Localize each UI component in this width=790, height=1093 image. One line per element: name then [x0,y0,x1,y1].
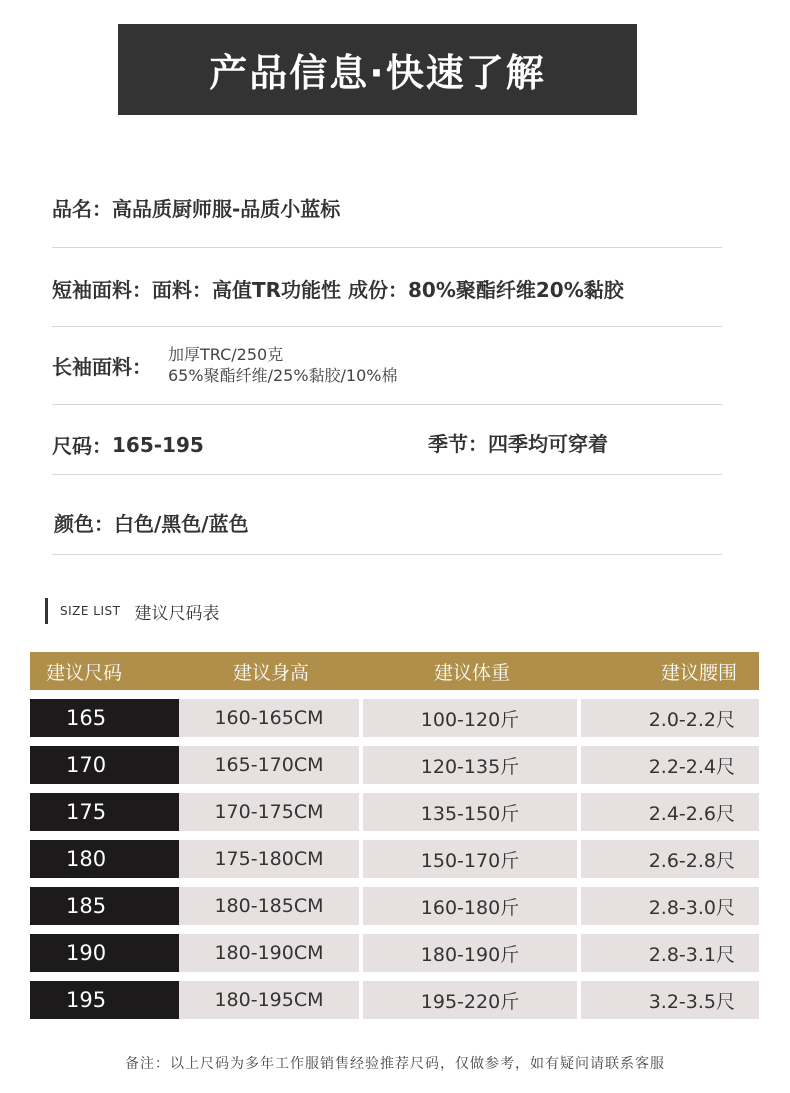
table-row [30,934,759,972]
product-name-value: 高品质厨师服-品质小蓝标 [112,197,341,221]
divider [52,404,722,405]
height-cell: 170-175CM [179,793,359,831]
height-cell: 175-180CM [179,840,359,878]
color-label: 颜色： [54,512,114,536]
size-cell: 185 [30,887,179,925]
height-cell: 180-195CM [179,981,359,1019]
long-sleeve-line1: 加厚TRC/250克 [168,345,284,364]
size-value: 165-195 [112,432,204,457]
weight-cell: 135-150斤 [363,793,577,831]
waist-cell: 2.2-2.4尺 [581,746,759,784]
short-sleeve-row [52,274,722,303]
waist-cell: 2.8-3.1尺 [581,934,759,972]
table-row [30,887,759,925]
header-waist: 建议腰围 [660,661,737,684]
size-table [30,652,759,1019]
waist-cell: 2.6-2.8尺 [581,840,759,878]
table-row [30,746,759,784]
season-label: 季节： [428,432,488,456]
long-sleeve-line2: 65%聚酯纤维/25%黏胶/10%棉 [168,366,398,385]
size-cell: 165 [30,699,179,737]
season-row [428,428,728,457]
size-list-en: SIZE LIST [60,604,121,618]
divider [52,474,722,475]
table-row [30,840,759,878]
color-value: 白色/黑色/蓝色 [114,512,249,536]
product-name-label: 品名： [52,197,112,221]
weight-cell: 180-190斤 [363,934,577,972]
table-row [30,699,759,737]
size-list-heading [45,598,219,624]
table-row [30,981,759,1019]
divider [52,326,722,327]
weight-cell: 120-135斤 [363,746,577,784]
height-cell: 160-165CM [179,699,359,737]
footnote: 备注：以上尺码为多年工作服销售经验推荐尺码，仅做参考，如有疑问请联系客服 [125,1056,665,1072]
size-cell: 170 [30,746,179,784]
header-height: 建议身高 [232,661,309,684]
product-name-row [52,193,722,222]
size-cell: 190 [30,934,179,972]
color-row [54,508,724,537]
size-list-zh: 建议尺码表 [134,603,220,624]
page-title: 产品信息·快速了解 [118,24,637,115]
waist-cell: 2.8-3.0尺 [581,887,759,925]
season-value: 四季均可穿着 [488,432,608,456]
size-cell: 175 [30,793,179,831]
height-cell: 180-190CM [179,934,359,972]
waist-cell: 2.4-2.6尺 [581,793,759,831]
header-size: 建议尺码 [46,661,123,684]
weight-cell: 160-180斤 [363,887,577,925]
short-sleeve-value: 面料：高值TR功能性 成份：80%聚酯纤维20%黏胶 [152,278,624,302]
long-sleeve-value [168,344,397,386]
long-sleeve-row [52,344,722,386]
waist-cell: 3.2-3.5尺 [581,981,759,1019]
weight-cell: 195-220斤 [363,981,577,1019]
table-header [30,652,759,690]
size-cell: 180 [30,840,179,878]
size-label: 尺码： [52,434,112,458]
waist-cell: 2.0-2.2尺 [581,699,759,737]
weight-cell: 100-120斤 [363,699,577,737]
divider [52,247,722,248]
short-sleeve-label: 短袖面料： [52,278,152,302]
height-cell: 180-185CM [179,887,359,925]
table-row [30,793,759,831]
header-weight: 建议体重 [433,661,510,684]
weight-cell: 150-170斤 [363,840,577,878]
heading-bar [45,598,48,624]
divider [52,554,722,555]
size-cell: 195 [30,981,179,1019]
height-cell: 165-170CM [179,746,359,784]
long-sleeve-label: 长袖面料： [52,354,152,379]
